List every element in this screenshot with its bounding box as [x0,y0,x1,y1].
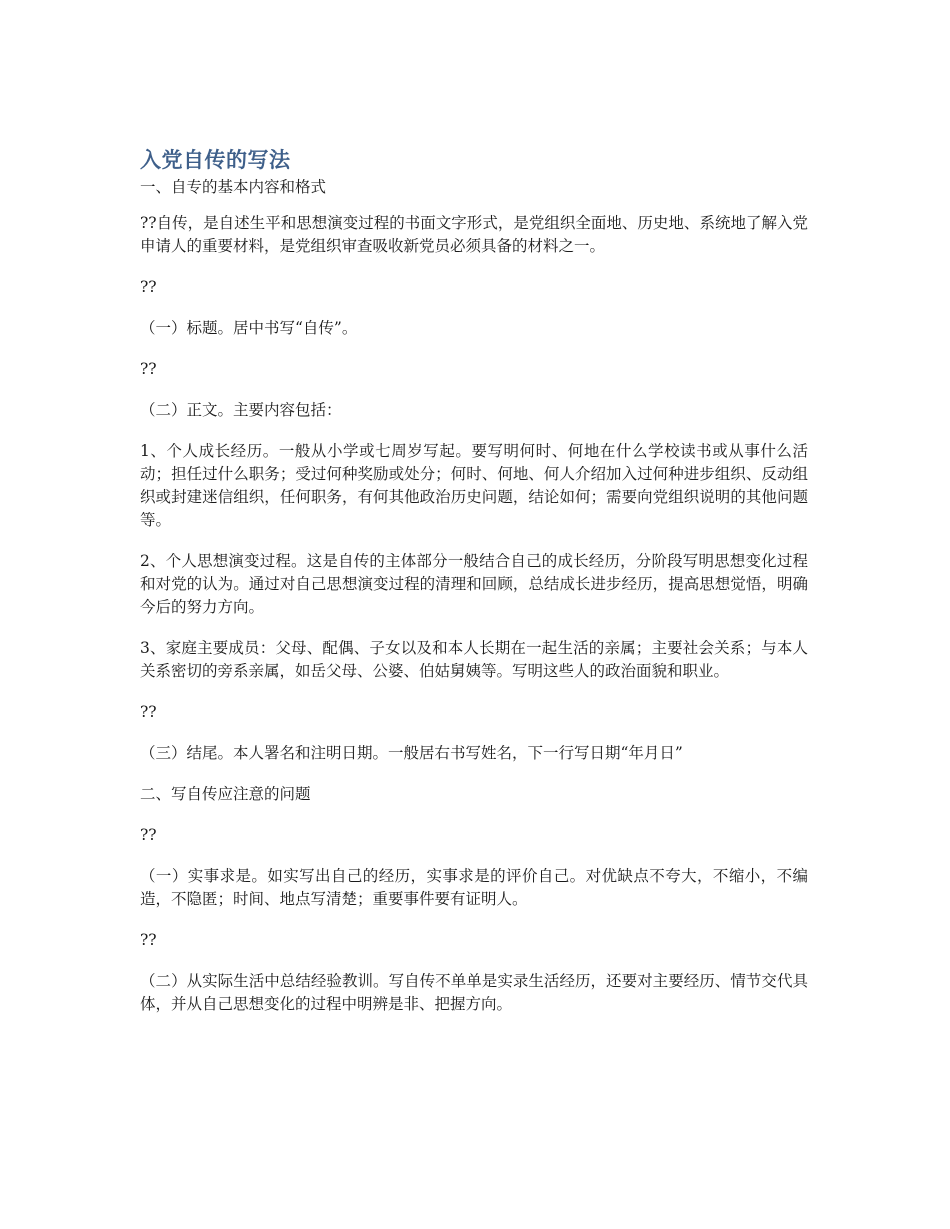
paragraph-ending-rule: （三）结尾。本人署名和注明日期。一般居右书写姓名，下一行写日期“年月日” [140,744,683,762]
paragraph-placeholder: ?? [140,931,157,949]
paragraph-truthfulness: （一）实事求是。如实写出自己的经历，实事求是的评价自己。对优缺点不夸大，不缩小，不编造，不隐匿；时间、地点写清楚；重要事件要有证明人。 [140,867,808,908]
paragraph-family-members: 3、家庭主要成员：父母、配偶、子女以及和本人长期在一起生活的亲属；主要社会关系；与本人关系密切的旁系亲属，如岳父母、公婆、伯姑舅姨等。写明这些人的政治面貌和职业。 [140,639,808,680]
document-body [140,146,808,1034]
paragraph-placeholder: ?? [140,278,157,296]
paragraph-thought-evolution: 2、个人思想演变过程。这是自传的主体部分一般结合自己的成长经历，分阶段写明思想变化过程和对党的认为。通过对自己思想演变过程的清理和回顾，总结成长进步经历，提高思想觉悟，明确今后的努力方向。 [140,552,808,616]
paragraph-placeholder: ?? [140,360,157,378]
paragraph-placeholder: ?? [140,703,157,721]
paragraph-title-rule: （一）标题。居中书写“自传”。 [140,319,358,337]
section-heading-1: 一、自专的基本内容和格式 [140,178,327,196]
document-title: 入党自传的写法 [140,148,291,172]
section-heading-2: 二、写自传应注意的问题 [140,785,311,803]
paragraph-intro: ??自传，是自述生平和思想演变过程的书面文字形式，是党组织全面地、历史地、系统地了解入党申请人的重要材料，是党组织审查吸收新党员必须具备的材料之一。 [140,214,808,255]
paragraph-body-rule: （二）正文。主要内容包括： [140,401,342,419]
paragraph-growth-history: 1、个人成长经历。一般从小学或七周岁写起。要写明何时、何地在什么学校读书或从事什么活动；担任过什么职务；受过何种奖励或处分；何时、何地、何人介绍加入过何种进步组织、反动组织或封建迷信组织，任何职务，有何其他政治历史问题，结论如何；需要向党组织说明的其他问题等。 [140,442,808,529]
paragraph-placeholder: ?? [140,826,157,844]
paragraph-lessons: （二）从实际生活中总结经验教训。写自传不单单是实录生活经历，还要对主要经历、情节交代具体，并从自己思想变化的过程中明辨是非、把握方向。 [140,972,808,1013]
